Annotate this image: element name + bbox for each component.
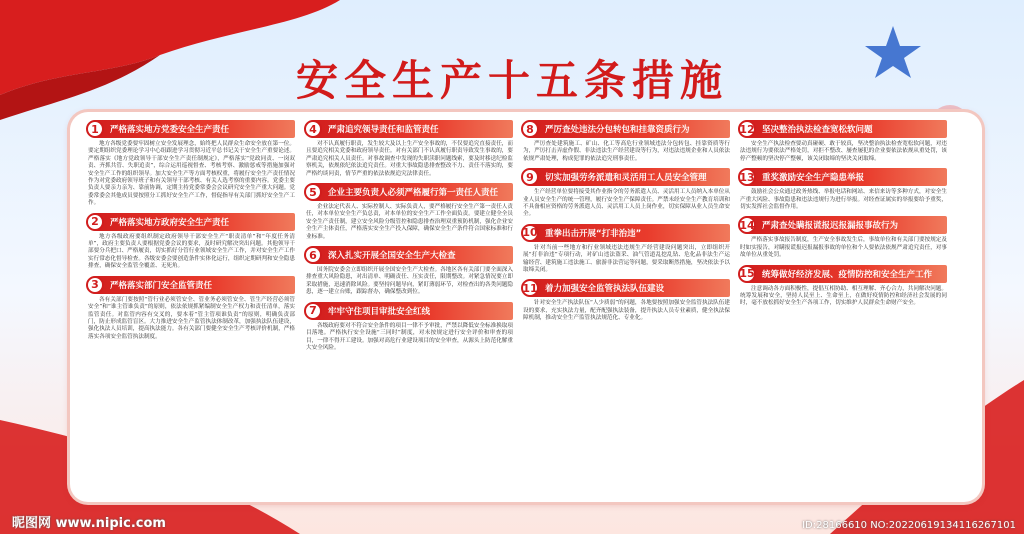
number-badge: 11 (521, 279, 539, 297)
measure-heading (740, 168, 947, 186)
number-badge: 4 (304, 120, 322, 138)
measure-title: 重拳出击开展“打非治违” (545, 228, 642, 239)
measure-title: 严肃查处瞒报谎报迟报漏报事故行为 (762, 221, 899, 232)
measure-heading (88, 213, 295, 231)
measure-body: 鼓励社会公众通过政务热线、举报电话和网站、来信来访等多种方式，对安全生产重大风险、事故隐患和违法违规行为进行举报。对经查证属实的举报要给予重奖，切实发挥社会监督作用。 (740, 189, 947, 211)
measure-title: 深入扎实开展全国安全生产大检查 (328, 251, 456, 262)
measure-heading (306, 183, 513, 201)
measure-body: 国务院安委会立即组织开展全国安全生产大检查。各地区各有关部门要全面深入排查重大风险隐患，对出清单、明确责任、压实责任，限期整改。对紧急情况要立即采取措施，迅速消除风险。要坚持问题导向，紧盯薄弱环节，对检查出的各类问题隐患，逐一建立台账，跟踪督办，确保整改到位。 (306, 267, 513, 296)
measure-title: 重奖激励安全生产隐患举报 (762, 173, 865, 184)
column-1 (88, 120, 295, 346)
measure-body: 地方各级党委要牢固树立安全发展理念，始终把人民群众生命安全放在第一位。要定期组织党委理论学习中心组跟进学习贯彻习近平总书记关于安全生产重要论述。严格落实《地方党政领导干部安全生产责任制规定》，严格落实“党政同责、一岗双责、齐抓共管、失职追责”，综合运用巡视督查、考核考察、激励惩戒等措施加强对安全生产工作的组织领导。加大安全生产等方面考核权重，将履行安全生产责任情况作为对党委政府领导班子和有关领导干部考核、有关人选考察的重要内容。党委主要负责人要亲力亲为、靠前协调，定期主持党委常委会会议研究安全生产重大问题。党委常委会其他成员要按照分工抓好安全生产工作，督促指导有关部门抓好安全生产工作。 (88, 141, 295, 207)
number-badge: 3 (86, 276, 104, 294)
measure-item (740, 265, 947, 308)
measure-item (306, 120, 513, 178)
measure-item (523, 224, 730, 275)
number-badge: 6 (304, 246, 322, 264)
measure-body: 安全生产执法检查要动真碰硬、敢于较真，坚决整治执法检查宽松软问题，对违法违规行为要依法严格处罚，对拒不整改、屡查屡犯的企业要依法依规从重处罚，该停产整顿的坚决停产整顿，该关闭取缔的坚决关闭取缔。 (740, 141, 947, 162)
measure-title: 严格落实地方党委安全生产责任 (110, 125, 230, 135)
measure-title: 统筹做好经济发展、疫情防控和安全生产工作 (762, 269, 933, 280)
measure-item (523, 120, 730, 163)
measure-heading (740, 216, 947, 234)
measure-item (306, 183, 513, 241)
number-badge: 1 (86, 120, 104, 138)
measure-title: 着力加强安全监管执法队伍建设 (545, 284, 665, 295)
measure-title: 牢牢守住项目审批安全红线 (328, 306, 431, 317)
measure-body: 地方各级政府要组织制定政府领导干部安全生产“职责清单”和“年度任务清单”，政府主要负责人要根据党委会议的要求，及时研究解决突出问题。其他领导干部要分兵把口、严格履责，切实抓好分管行业领域安全生产工作，并对安全生产工作实行常态化督导检查。各级安委会要创造条件实体化运行，组织定期研判和安全隐患排查，确保安全监管全覆盖、无死角。 (88, 233, 295, 270)
number-badge: 9 (521, 168, 539, 186)
number-badge: 12 (738, 120, 756, 138)
measure-item (88, 213, 295, 271)
number-badge: 8 (521, 120, 539, 138)
measure-body: 严格落实事故报告制度，生产安全事故发生后，事故单位和有关部门要按规定及时如实报告，对瞒报谎报迟报漏报事故的单位和个人要依法依规严肃追究责任，对事故单位从重处罚。 (740, 237, 947, 259)
measure-item (523, 279, 730, 322)
number-badge: 15 (738, 265, 756, 283)
measure-body: 各级政府要对不符合安全条件的项目一律不予审批，严禁以降低安全标准换取项目落地。严格执行安全设施“三同时”制度，对未按规定进行安全评价和审查的项目，一律不得开工建设。加强对高危行业建设项目的安全审查，从源头上防范化解重大安全风险。 (306, 322, 513, 351)
measure-item (740, 216, 947, 259)
column-3 (523, 120, 730, 328)
measure-heading (88, 276, 295, 294)
measure-body: 企业法定代表人、实际控制人、实际负责人，要严格履行安全生产第一责任人责任，对本单位安全生产负总责，对本单位的安全生产工作全面负责。要建立健全全员安全生产责任制，建立安全风险分级管控和隐患排查治理双重预防机制，强化企业安全生产主体责任，严格落实安全生产投入保障，确保安全生产条件符合国家标准和行业标准。 (306, 204, 513, 240)
measure-title: 严肃追究领导责任和监管责任 (328, 125, 439, 135)
measure-title: 企业主要负责人必须严格履行第一责任人责任 (328, 188, 499, 199)
measure-heading (740, 265, 947, 283)
number-badge: 5 (304, 183, 322, 201)
measure-body: 生产经营单位要将接受其作业指令的劳务派遣人员、灵活用工人员纳入本单位从业人员安全生产的统一管理，履行安全生产保障责任。严禁未经安全生产教育培训和不具备相应资格的劳务派遣人员、灵活用工人员上岗作业，切实保障从业人员生命安全。 (523, 189, 730, 218)
measure-body: 对不认真履行职责，发生较大及以上生产安全事故的，不仅要追究直接责任，而且要追究相关党委和政府领导责任。对有关部门不认真履行职责导致发生事故的，要严肃追究相关人员责任。对事故调查中发现的失职渎职问题线索，要及时移送纪检监察机关，依规依纪依法追究责任。对重大事故隐患排查整改不力、责任不落实的，要严格约谈问责，情节严重的依法依规追究法律责任。 (306, 141, 513, 177)
measure-body: 针对当前一些地方和行业领域违法违规生产经营建设问题突出，立即组织开展“打非治违”专项行动，对矿山违法盗采、油气管道乱挖乱钻、危化品非法生产运输经营、建筑施工违法施工、旅游非法营运等问题，要采取断然措施，坚决依法予以取缔关闭。 (523, 244, 730, 274)
measure-body: 注意调动各方面积极性，提倡互相协助、相互理解、齐心合力，共同解决问题。统筹发展和安全，坚持人民至上、生命至上，在做好疫情防控和经济社会发展的同时，毫不放松抓好安全生产各项工作，切实维护人民群众生命财产安全。 (740, 285, 947, 307)
measure-title: 严格落实地方政府安全生产责任 (110, 217, 230, 228)
measure-heading (523, 168, 730, 186)
measure-title: 严格落实部门安全监管责任 (110, 280, 213, 291)
measure-title: 严厉查处违法分包转包和挂靠资质行为 (545, 125, 690, 135)
number-badge: 7 (304, 302, 322, 320)
measure-title: 坚决整治执法检查宽松软问题 (762, 125, 873, 135)
measure-heading (523, 279, 730, 297)
measure-item (740, 168, 947, 211)
number-badge: 2 (86, 213, 104, 231)
measure-body: 针对安全生产执法队伍“人少质弱”的问题，各地要按照加强安全监管执法队伍建设的要求，充实执法力量，配齐配强执法装备，提升执法人员专业素质，健全执法保障机制，推动安全生产监管执法规范化、专业化。 (523, 300, 730, 322)
measure-title: 切实加强劳务派遣和灵活用工人员安全管理 (545, 173, 707, 184)
number-badge: 14 (738, 216, 756, 234)
measure-heading (306, 302, 513, 320)
column-2 (306, 120, 513, 357)
measure-item (740, 120, 947, 163)
page-title: 安全生产十五条措施 (295, 56, 728, 105)
measure-body: 各有关部门要按照“管行业必须管安全、管业务必须管安全、管生产经营必须管安全”和“谁主管谁负责”的原则，依法依规抓紧编制安全生产权力和责任清单，落实监管责任。对监管内容有交叉的，要本着“管主管项谁负责”的原则，明确负责部门，防止形成监管盲区。大力推进安全生产监管执法体制改革，加强执法队伍建设，强化执法人员培训，提高执法能力。各有关部门要健全安全生产考核评价机制，严格落实各项安全监管执法制度。 (88, 296, 295, 340)
measure-heading (306, 246, 513, 264)
measure-body: 严厉查处建筑施工、矿山、化工等高危行业领域违法分包转包、挂靠资质等行为，严厉打击弄虚作假、非法违法生产经营建设等行为，对违法违规企业和人员依法依规严肃处理，构成犯罪的依法追究刑事责任。 (523, 141, 730, 162)
column-4 (740, 120, 947, 313)
measure-heading (740, 120, 947, 138)
watermark-site: 昵图网 www.nipic.com (12, 516, 166, 531)
measure-item (523, 168, 730, 219)
measure-item (88, 120, 295, 208)
measure-item (306, 302, 513, 353)
number-badge: 13 (738, 168, 756, 186)
measure-item (306, 246, 513, 297)
measure-heading (88, 120, 295, 138)
measure-heading (306, 120, 513, 138)
number-badge: 10 (521, 224, 539, 242)
measure-heading (523, 120, 730, 138)
measure-item (88, 276, 295, 341)
watermark-id: ID:28166610 NO:20220619134116267101 (802, 520, 1016, 531)
measure-heading (523, 224, 730, 242)
